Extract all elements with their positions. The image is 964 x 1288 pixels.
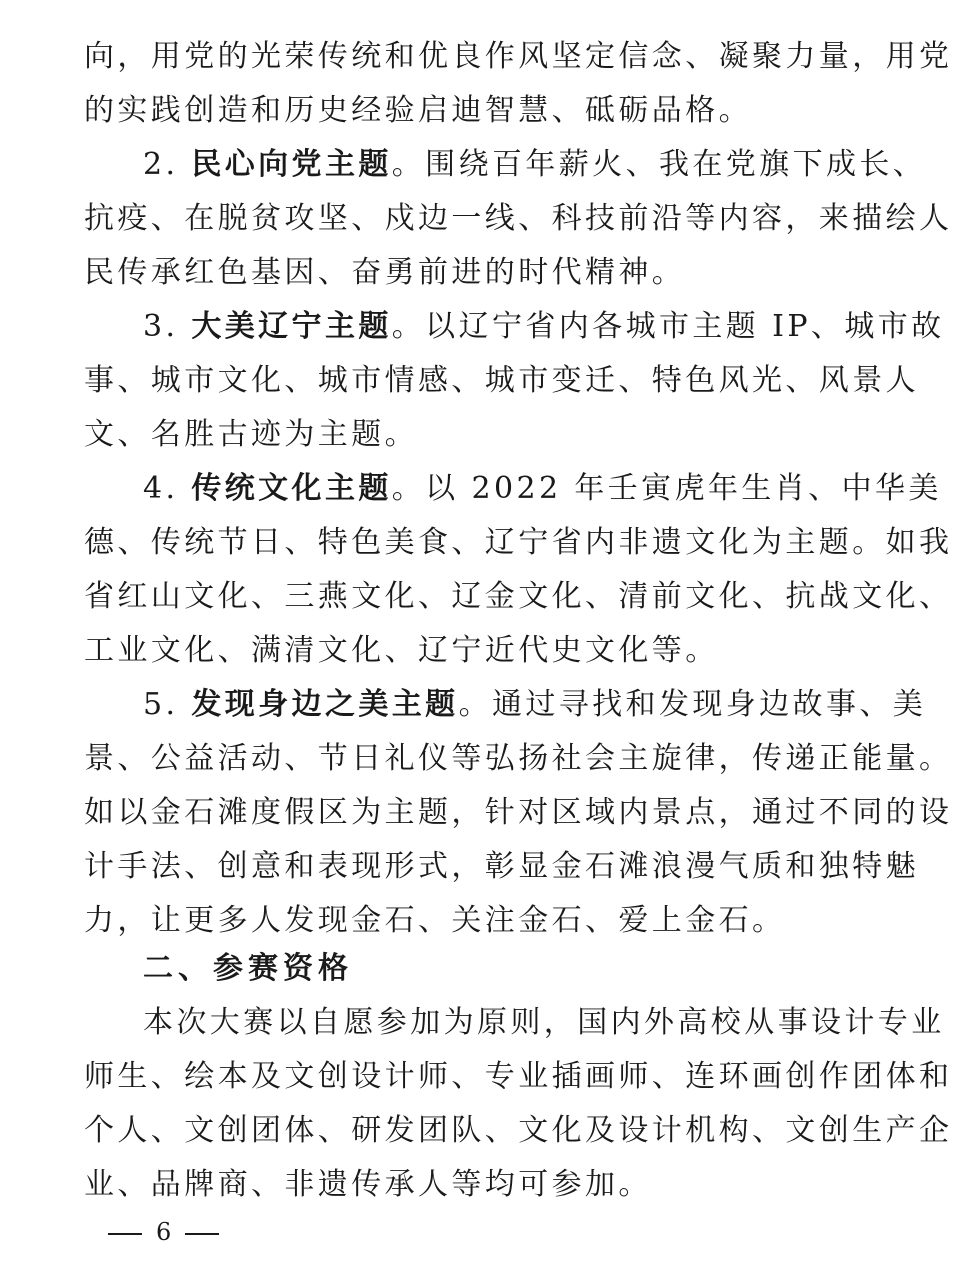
body-line: 事、城市文化、城市情感、城市变迁、特色风光、风景人 <box>84 363 919 398</box>
item-title: 发现身边之美主题 <box>191 687 459 722</box>
body-line: 德、传统节日、特色美食、辽宁省内非遗文化为主题。如我 <box>84 525 953 560</box>
list-item-heading: 2. 民心向党主题。围绕百年薪火、我在党旗下成长、 <box>143 147 927 182</box>
item-title: 大美辽宁主题 <box>191 309 392 344</box>
body-line: 个人、文创团体、研发团队、文化及设计机构、文创生产企 <box>84 1113 953 1148</box>
list-item-heading: 4. 传统文化主题。以 2022 年壬寅虎年生肖、中华美 <box>143 471 942 506</box>
body-line: 如以金石滩度假区为主题，针对区域内景点，通过不同的设 <box>84 795 953 830</box>
body-line: 民传承红色基因、奋勇前进的时代精神。 <box>84 255 686 290</box>
body-line: 的实践创造和历史经验启迪智慧、砥砺品格。 <box>84 93 752 128</box>
list-item-heading: 3. 大美辽宁主题。以辽宁省内各城市主题 IP、城市故 <box>143 309 945 344</box>
footer-dash-right <box>185 1233 219 1235</box>
body-line: 向，用党的光荣传统和优良作风坚定信念、凝聚力量，用党 <box>84 39 953 74</box>
footer-dash-left <box>108 1233 142 1235</box>
body-line: 文、名胜古迹为主题。 <box>84 417 418 452</box>
page-footer <box>108 1212 219 1252</box>
body-line: 本次大赛以自愿参加为原则，国内外高校从事设计专业 <box>143 1005 945 1040</box>
body-line: 工业文化、满清文化、辽宁近代史文化等。 <box>84 633 719 668</box>
section-heading: 二、参赛资格 <box>143 951 353 986</box>
body-line: 业、品牌商、非遗传承人等均可参加。 <box>84 1167 652 1202</box>
body-line: 师生、绘本及文创设计师、专业插画师、连环画创作团体和 <box>84 1059 953 1094</box>
item-title: 传统文化主题 <box>191 471 392 506</box>
list-item-heading: 5. 发现身边之美主题。通过寻找和发现身边故事、美 <box>143 687 927 722</box>
body-line: 计手法、创意和表现形式，彰显金石滩浪漫气质和独特魅 <box>84 849 919 884</box>
body-line: 省红山文化、三燕文化、辽金文化、清前文化、抗战文化、 <box>84 579 953 614</box>
body-line: 抗疫、在脱贫攻坚、戍边一线、科技前沿等内容，来描绘人 <box>84 201 953 236</box>
item-title: 民心向党主题 <box>191 147 392 182</box>
body-line: 力，让更多人发现金石、关注金石、爱上金石。 <box>84 903 786 938</box>
page-number: 6 <box>156 1218 172 1246</box>
body-line: 景、公益活动、节日礼仪等弘扬社会主旋律，传递正能量。 <box>84 741 953 776</box>
